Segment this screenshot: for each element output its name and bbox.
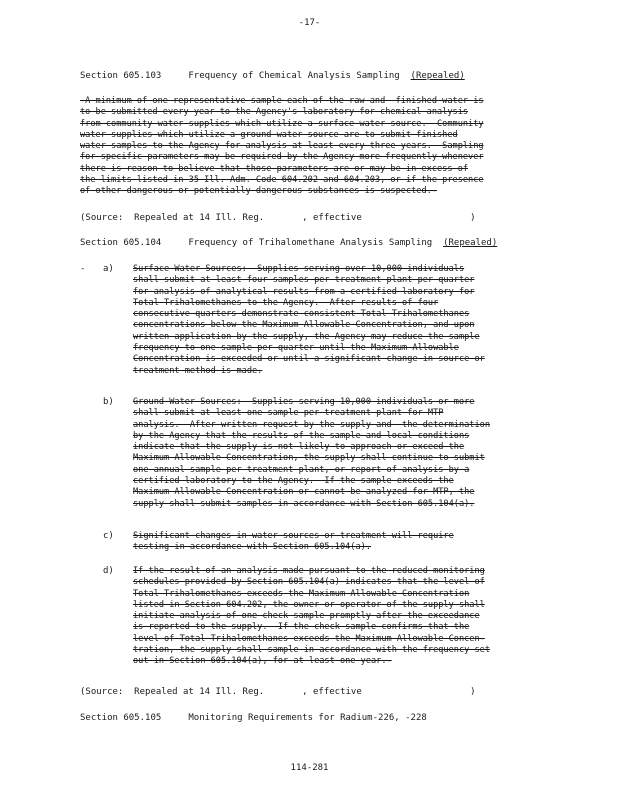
section-605-103-body (80, 96, 560, 198)
text-line: consecutive quarters demonstrate consistent Total Trihalomethanes (133, 309, 470, 320)
text-line: by the Agency that the results of the sample and local conditions (133, 430, 470, 441)
text-line: one annual sample per treatment plant, or report of analysis by a (133, 464, 470, 475)
section-605-105-heading (80, 713, 560, 724)
section-number: Section 605.104 (80, 238, 162, 248)
repealed-status: (Repealed) (443, 238, 498, 248)
text-line: testing in accordance with Section 605.104(a). (133, 542, 371, 553)
source-note-103: (Source: Repealed at 14 Ill. Reg. , effective ) (80, 213, 476, 223)
section-number: Section 605.103 (80, 71, 162, 81)
text-line: concentrations below the Maximum Allowable Concentration, and upon (133, 320, 475, 331)
text-line: Significant changes in water sources or treatment will require (133, 531, 454, 541)
text-line: schedules provided by Section 605.104(a) indicates that the level of (133, 577, 485, 588)
item-label-a: a) (103, 264, 114, 274)
item-label-d: d) (103, 566, 114, 576)
page-number-top: -17- (298, 18, 321, 28)
text-line: If the result of an analysis made pursuant to the reduced monitoring (133, 566, 485, 576)
text-line: water supplies which utilize a ground water source are to submit finished (80, 129, 458, 140)
text-line: Total Trihalomethanes to the Agency. After results of four (133, 297, 439, 308)
text-line: Maximum Allowable Concentration or cannot be analyzed for MTP, the (133, 487, 475, 498)
item-b-text (133, 397, 558, 510)
text-line: out in Section 605.104(a), for at least one year.- (133, 656, 392, 667)
text-line: analysis. After written request by the supply and the determination (133, 419, 490, 430)
section-number: Section 605.105 (80, 713, 162, 723)
section-title: Frequency of Chemical Analysis Sampling (188, 71, 400, 81)
text-line: Maximum Allowable Concentration, the supply shall continue to submit (133, 453, 485, 464)
text-line: tration, the supply shall sample in accordance with the frequency set (133, 645, 490, 656)
text-line: initiate analysis of one check sample promptly after the exceedance (133, 611, 480, 622)
text-line: there is reason to believe that those parameters are or may be in excess of (80, 163, 469, 174)
text-line: Total Trihalomethanes exceeds the Maximum Allowable Concentration (133, 588, 470, 599)
text-line: is reported to the supply. If the check sample confirms that the (133, 622, 470, 633)
section-title: Monitoring Requirements for Radium-226, -228 (188, 713, 427, 723)
text-line: of other dangerous or potentially dangerous substances is suspected.- (80, 186, 437, 197)
text-line: the limits listed in 35 Ill. Adm. Code 604.202 and 604.203, or if the presence (80, 175, 484, 186)
text-line: level of Total Trihalomethanes exceeds the Maximum Allowable Concen- (133, 633, 485, 644)
text-line: Surface Water Sources: Supplies serving over 10,000 individuals (133, 264, 465, 274)
text-line: -A minimum of one representative sample each of the raw and finished water is (80, 96, 484, 106)
repealed-status: (Repealed) (410, 71, 465, 81)
text-line: treatment method is made. (133, 365, 263, 376)
text-line: supply shall submit samples in accordance with Section 605.104(a). (133, 498, 475, 509)
text-line: written application by the supply, the Agency may reduce the sample (133, 331, 480, 342)
text-line: indicate that the supply is not likely to approach or exceed the (133, 442, 465, 453)
text-line: certified laboratory to the Agency. If the sample exceeds the (133, 476, 454, 487)
text-line: Ground Water Sources: Supplies serving 10,000 individuals or more (133, 397, 475, 407)
section-605-103-heading (80, 71, 560, 82)
section-title: Frequency of Trihalomethane Analysis Sampling (188, 238, 433, 248)
item-label-c: c) (103, 531, 114, 541)
text-line: from community water supplies which utilize a surface water source. Community (80, 118, 484, 129)
deletion-dash: - (80, 264, 86, 274)
page-number-bottom: 114-281 (290, 763, 329, 773)
section-605-104-heading (80, 238, 560, 249)
text-line: shall submit at least one sample per treatment plant for MTP (133, 408, 444, 419)
text-line: Concentration is exceeded or until a significant change in source or (133, 354, 485, 365)
text-line: for specific parameters may be required by the Agency more frequently whenever (80, 152, 484, 163)
text-line: shall submit at least four samples per treatment plant per quarter (133, 275, 475, 286)
text-line: for analysis of analytical results from a certified laboratory for (133, 286, 475, 297)
text-line: to be submitted every year to the Agency's laboratory for chemical analysis (80, 107, 469, 118)
item-c-text (133, 531, 558, 554)
text-line: listed in Section 604.202, the owner or operator of the supply shall (133, 599, 485, 610)
text-line: water samples to the Agency for analysis at least every three years. Sampling (80, 141, 484, 152)
item-label-b: b) (103, 397, 114, 407)
item-a-text (133, 264, 558, 377)
source-note-104: (Source: Repealed at 14 Ill. Reg. , effective ) (80, 687, 476, 697)
item-d-text (133, 566, 558, 668)
text-line: frequency to one sample per quarter until the Maximum Allowable (133, 343, 459, 354)
